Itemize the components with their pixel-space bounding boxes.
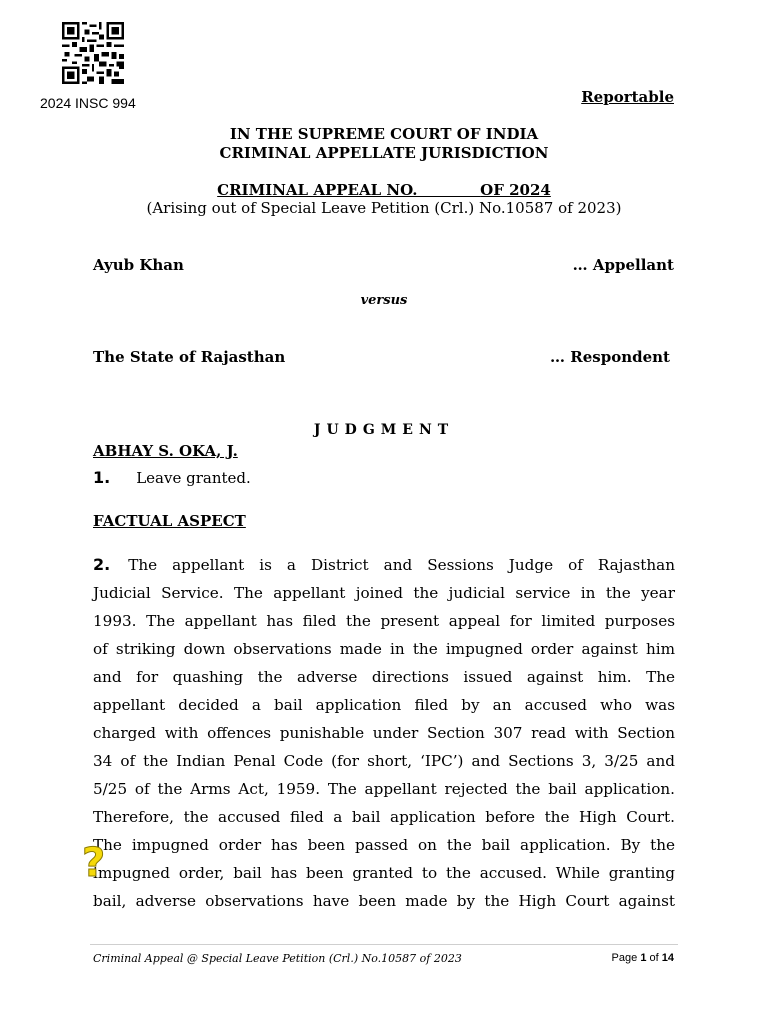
court-name: IN THE SUPREME COURT OF INDIA xyxy=(229,125,539,143)
paragraph-1 xyxy=(93,468,251,487)
paragraph-text: Leave granted. xyxy=(136,469,251,487)
versus-label: versus xyxy=(360,293,408,308)
appeal-number-blank xyxy=(417,181,480,199)
paragraph-line: 34 of the Indian Penal Code (for short, ‘IPC’) and Sections 3, 3/25 and xyxy=(93,752,675,770)
respondent-name: The State of Rajasthan xyxy=(93,348,286,366)
question-mark-icon[interactable]: ? xyxy=(82,840,106,886)
judge-name: ABHAY S. OKA, J. xyxy=(93,442,238,460)
footer-case-reference: Criminal Appeal @ Special Leave Petition (Crl.) No.10587 of 2023 xyxy=(93,952,462,965)
appeal-number-prefix: CRIMINAL APPEAL NO. xyxy=(217,181,418,199)
qr-code-icon xyxy=(62,22,124,84)
paragraph-number: 1. xyxy=(93,468,111,487)
paragraph-line: charged with offences punishable under Section 307 read with Section xyxy=(93,724,675,742)
paragraph-line: 1993. The appellant has filed the present appeal for limited purposes xyxy=(93,612,675,630)
paragraph-line: Judicial Service. The appellant joined the judicial service in the year xyxy=(93,584,675,602)
section-heading: FACTUAL ASPECT xyxy=(93,512,246,530)
appellant-name: Ayub Khan xyxy=(93,256,184,274)
paragraph-line: appellant decided a bail application filed by an accused who was xyxy=(93,696,675,714)
paragraph-line: The impugned order has been passed on the bail application. By the xyxy=(93,836,675,854)
page-total: 14 xyxy=(661,952,674,964)
paragraph-line: Therefore, the accused filed a bail application before the High Court. xyxy=(93,808,675,826)
reportable-label: Reportable xyxy=(581,88,674,106)
jurisdiction: CRIMINAL APPELLATE JURISDICTION xyxy=(219,144,549,162)
paragraph-line-text: The appellant is a District and Sessions Judge of Rajasthan xyxy=(128,556,675,574)
appeal-number-suffix: OF 2024 xyxy=(480,181,551,199)
paragraph-line: of striking down observations made in the impugned order against him xyxy=(93,640,675,658)
page-number xyxy=(612,952,674,964)
appellant-role: … Appellant xyxy=(572,256,674,274)
paragraph-number: 2. xyxy=(93,555,111,574)
paragraph-line xyxy=(93,551,675,579)
arising-out-of: (Arising out of Special Leave Petition (Crl.) No.10587 of 2023) xyxy=(146,199,622,217)
footer-divider xyxy=(90,944,678,945)
paragraph-line: and for quashing the adverse directions issued against him. The xyxy=(93,668,675,686)
respondent-role: … Respondent xyxy=(550,348,670,366)
judgment-heading: JUDGMENT xyxy=(313,422,455,438)
paragraph-2 xyxy=(93,551,675,915)
paragraph-line: impugned order, bail has been granted to the accused. While granting xyxy=(93,864,675,882)
appeal-number xyxy=(0,181,768,199)
neutral-citation: 2024 INSC 994 xyxy=(40,95,136,111)
page-current: 1 xyxy=(640,952,647,964)
court-title xyxy=(0,125,768,163)
page-label: Page xyxy=(611,952,638,964)
paragraph-line: bail, adverse observations have been made by the High Court against xyxy=(93,892,675,910)
paragraph-line: 5/25 of the Arms Act, 1959. The appellant rejected the bail application. xyxy=(93,780,675,798)
page-of: of xyxy=(649,952,659,964)
